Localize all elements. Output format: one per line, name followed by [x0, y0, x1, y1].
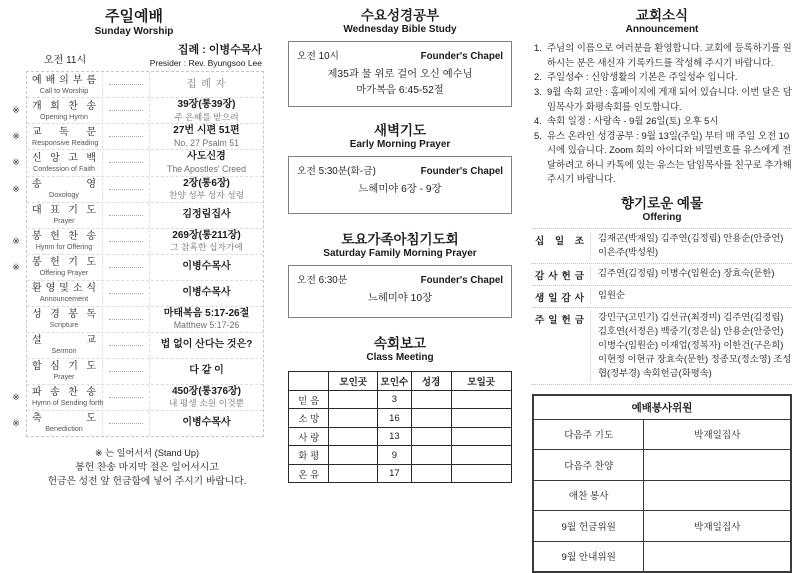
cell [411, 464, 451, 483]
cell [451, 446, 511, 465]
label-english: Call to Worship [39, 85, 89, 95]
item-number: 5. [534, 129, 542, 141]
offering-row-birthday [532, 286, 792, 308]
label-english: Doxology [49, 189, 79, 199]
offering-row-tithe [532, 229, 792, 264]
class-meeting-header-row [289, 372, 511, 391]
class-meeting-title-en: Class Meeting [366, 352, 434, 364]
cell [329, 464, 378, 483]
attendance-cell: 9 [378, 446, 411, 465]
cell [329, 427, 378, 446]
offering-names: 김주연(김정림) 이병수(임원순) 장효숙(문한) [590, 267, 792, 282]
label-korean: 송 영 [32, 178, 96, 190]
worship-row-opening-hymn [12, 98, 263, 124]
presider-english: Presider : Rev. Byungsoo Lee [149, 57, 262, 68]
cell [329, 446, 378, 465]
committee-person: 박재일집사 [644, 419, 791, 450]
announcement-section [524, 0, 800, 564]
bible-study-lesson: 제35과 물 위로 걸어 오신 예수님 [327, 69, 473, 81]
worship-item-label [27, 178, 103, 200]
label-korean: 성 경 봉 독 [32, 308, 96, 320]
worship-footnotes [26, 445, 268, 490]
item-number: 4. [534, 115, 542, 127]
label-english: Responsive Reading [32, 137, 99, 147]
value-main: 마태복음 5:17-26절 [163, 307, 250, 319]
cell [329, 390, 378, 409]
item-text: 주님의 이름으로 여러분을 환영합니다. 교회에 등록하기를 원하시는 분은 새신자 기록카드를 작성해 주시기 바랍니다. [547, 42, 792, 68]
worship-item-label [27, 100, 103, 122]
dotted-leader [109, 241, 143, 242]
bible-study-place: Founder's Chapel [420, 51, 503, 63]
worship-row-doxology [12, 177, 263, 203]
announcement-item [534, 70, 792, 85]
committee-row-usher-committee [533, 541, 791, 572]
item-text: 주일성수 : 신앙생활의 기본은 주일성수 입니다. [547, 71, 738, 83]
offering-type-label: 십 일 조 [535, 236, 584, 248]
standup-mark: ※ [12, 131, 20, 142]
cell [451, 427, 511, 446]
worship-item-value [149, 177, 263, 202]
value-main: 이병수목사 [182, 286, 231, 298]
cell [411, 409, 451, 428]
offering-names: 임원순 [590, 289, 792, 304]
label-english: Scripture [49, 319, 79, 329]
header-cell: 모인수 [378, 372, 411, 391]
committee-person [644, 450, 791, 481]
cell [451, 409, 511, 428]
class-name-cell: 화 평 [289, 446, 329, 465]
worship-item-value [149, 72, 263, 97]
committee-row-next-week-praise [533, 450, 791, 481]
label-korean: 신 앙 고 백 [32, 152, 96, 164]
label-english: Prayer [53, 372, 75, 382]
sunday-worship-title-kr: 주일예배 [105, 8, 163, 25]
worship-row-sending-hymn [12, 385, 263, 411]
header-cell: 성경 [411, 372, 451, 391]
class-name-cell: 사 랑 [289, 427, 329, 446]
announcement-item [534, 114, 792, 129]
value-main: 39장(통39장) [177, 99, 236, 111]
dotted-leader [109, 189, 143, 190]
sunday-worship-section [0, 0, 272, 488]
worship-row-responsive-reading [12, 124, 263, 150]
committee-row-love-feast [533, 480, 791, 511]
worship-row-offering-prayer [12, 255, 263, 281]
cell [411, 427, 451, 446]
dotted-leader [109, 345, 143, 346]
worship-header [44, 44, 262, 68]
class-row-love [289, 427, 511, 446]
offering-table [532, 228, 792, 385]
bible-study-box [288, 41, 512, 107]
worship-item-value [149, 359, 263, 384]
bible-study-title-kr: 수요성경공부 [360, 8, 440, 23]
label-english: Prayer [53, 215, 75, 225]
saturday-prayer-passage: 느헤미야 10장 [367, 292, 433, 304]
value-sub: The Apostles' Creed [167, 163, 246, 174]
announcement-title-en: Announcement [625, 24, 699, 36]
value-sub: 내 평생 소원 이것뿐 [168, 398, 245, 409]
label-korean: 봉 헌 찬 송 [32, 230, 96, 242]
saturday-prayer-head [297, 272, 503, 286]
label-korean: 합 심 기 도 [32, 361, 96, 373]
worship-row-call-to-worship [27, 72, 263, 98]
offering-row-thanksgiving [532, 264, 792, 286]
offering-names: 김재곤(박재일) 김주연(김정림) 안용순(안중언) 이은주(박성원) [590, 232, 792, 260]
sunday-worship-title-en: Sunday Worship [94, 26, 174, 37]
standup-mark: ※ [12, 235, 20, 246]
value-main: 사도신경 [187, 151, 226, 163]
saturday-prayer-title-kr: 토요가족아침기도회 [341, 231, 459, 247]
value-main: 269장(통211장) [172, 229, 241, 241]
offering-section [532, 196, 792, 385]
worship-row-sermon [27, 333, 263, 359]
value-main: 법 없이 산다는 것은? [160, 338, 253, 350]
announcement-list [534, 41, 792, 187]
worship-item-value [149, 333, 263, 358]
worship-item-value [149, 150, 263, 175]
label-korean: 파 송 찬 송 [32, 387, 96, 399]
committee-person: 박재일집사 [644, 511, 791, 542]
offering-names: 강민구(고민기) 김선규(최경미) 김주연(김정림) 김호연(서정은) 백중기(정은실) 안용순(안중언) 이병수(임원순) 이재업(정복자) 이한건(구은희) 이현정 이현규 장효숙(문한) 정종모(정소영) 조성협(정부경) 속회헌금(화평속) [590, 311, 792, 381]
label-english: Offering Prayer [39, 267, 89, 277]
dotted-leader [109, 162, 143, 163]
class-name-cell: 온 유 [289, 464, 329, 483]
value-sub: 그 참혹한 십자가에 [170, 242, 243, 253]
class-meeting-title-kr: 속회보고 [373, 336, 427, 352]
committee-role: 9월 헌금위원 [533, 511, 644, 542]
label-english: Benediction [45, 424, 83, 434]
committee-title: 예배봉사위원 [533, 395, 791, 420]
saturday-prayer-box [288, 265, 512, 318]
class-row-gentleness [289, 464, 511, 483]
dotted-leader [109, 423, 143, 424]
worship-item-value [149, 98, 263, 123]
announcement-item [534, 41, 792, 70]
presider [150, 44, 262, 68]
cell [411, 446, 451, 465]
offering-box-note: 헌금은 성전 앞 헌금함에 넣어 주시기 바랍니다. [47, 476, 247, 488]
cell [451, 464, 511, 483]
early-prayer-passage: 느헤미야 6장 - 9장 [358, 184, 442, 196]
committee-role: 다음주 찬양 [533, 450, 644, 481]
label-korean: 개 회 찬 송 [32, 100, 96, 112]
class-name-cell: 소 망 [289, 409, 329, 428]
standup-mark: ※ [12, 391, 20, 402]
saturday-prayer-time: 오전 6:30분 [297, 274, 348, 286]
label-korean: 교 독 문 [32, 126, 96, 138]
class-meeting-table [288, 371, 511, 483]
early-prayer-time: 오전 5:30분(화-금) [297, 166, 376, 178]
label-korean: 봉 헌 기 도 [32, 256, 96, 268]
early-prayer-title-kr: 새벽기도 [373, 122, 427, 138]
attendance-cell: 16 [378, 409, 411, 428]
value-sub: 찬양 성부 성자 성령 [168, 190, 245, 201]
presider-korean: 집례 : 이병수목사 [177, 44, 262, 56]
item-text: 9월 속회 교안 : 홈페이지에 게재 되어 있습니다. 이번 달은 담임목사가 화평속회를 인도합니다. [547, 85, 792, 112]
class-name-cell: 믿 음 [289, 390, 329, 409]
committee-role: 9월 안내위원 [533, 541, 644, 572]
offering-title-en: Offering [642, 212, 682, 224]
worship-row-hymn-for-offering [12, 229, 263, 255]
value-main: 이병수목사 [182, 416, 231, 428]
label-english: Hymn for Offering [35, 241, 93, 251]
worship-item-value [149, 385, 263, 410]
cell [411, 390, 451, 409]
early-prayer-place: Founder's Chapel [420, 166, 503, 178]
value-main: 이병수목사 [182, 260, 231, 272]
dotted-leader [109, 267, 143, 268]
class-row-faith [289, 390, 511, 409]
label-korean: 축 도 [32, 413, 96, 425]
announcement-item [534, 129, 792, 187]
label-korean: 예 배 의 부 름 [32, 74, 96, 86]
bible-study-title-en: Wednesday Bible Study [343, 24, 457, 36]
worship-item-label [27, 308, 103, 330]
item-number: 2. [534, 71, 542, 83]
committee-header-row [533, 395, 791, 420]
value-main: 집 례 자 [186, 78, 227, 90]
standup-mark: ※ [12, 157, 20, 168]
item-number: 1. [534, 42, 542, 54]
committee-row-next-week-prayer [533, 419, 791, 450]
header-cell: 모인곳 [329, 372, 378, 391]
worship-item-label [27, 334, 103, 356]
offering-title-kr: 향기로운 예물 [621, 195, 703, 211]
cell [451, 390, 511, 409]
bible-study-passage: 마가복음 6:45-52절 [356, 84, 444, 96]
worship-item-label [27, 74, 103, 96]
worship-row-benediction [12, 411, 263, 436]
worship-item-value [149, 124, 263, 149]
value-main: 27번 시편 51편 [173, 125, 240, 137]
standup-mark: ※ [12, 417, 20, 428]
dotted-leader [109, 215, 143, 216]
standup-note: ※ 는 일어서서 (Stand Up) [94, 447, 200, 458]
worship-item-label [27, 230, 103, 252]
dotted-leader [109, 293, 143, 294]
dotted-leader [109, 110, 143, 111]
saturday-prayer-title-en: Saturday Family Morning Prayer [323, 247, 477, 259]
worship-item-value [149, 411, 263, 436]
worship-item-label [27, 126, 103, 148]
value-sub: Matthew 5:17-26 [173, 320, 240, 331]
value-sub: 주 은혜를 받으려 [174, 111, 239, 122]
bible-study-head [297, 48, 503, 62]
worship-row-confession-of-faith [12, 150, 263, 176]
worship-item-label [27, 412, 103, 434]
worship-row-scripture [27, 307, 263, 333]
worship-item-label [27, 282, 103, 304]
value-main: 2장(통6장) [183, 177, 230, 189]
item-text: 속회 일정 : 사랑속 - 9월 26일(토) 오후 5시 [547, 115, 719, 127]
dotted-leader [109, 319, 143, 320]
label-korean: 환 영 및 소 식 [32, 282, 96, 294]
worship-item-label [27, 256, 103, 278]
dotted-leader [109, 84, 143, 85]
worship-item-value [149, 281, 263, 306]
worship-row-united-prayer [27, 359, 263, 385]
standup-mark: ※ [12, 261, 20, 272]
committee-person [644, 480, 791, 511]
committee-person [644, 541, 791, 572]
committee-row-offering-committee [533, 511, 791, 542]
header-cell: 모일곳 [451, 372, 511, 391]
class-row-hope [289, 409, 511, 428]
bible-study-time: 오전 10시 [297, 51, 340, 63]
item-number: 3. [534, 85, 542, 97]
worship-item-value [149, 229, 263, 254]
worship-item-label [27, 360, 103, 382]
offering-hymn-note: 봉헌 찬송 마지막 절은 일어서시고 [75, 461, 219, 473]
worship-row-announcement [27, 281, 263, 307]
standup-mark: ※ [12, 183, 20, 194]
label-english: Hymn of Sending forth [32, 398, 104, 408]
item-text: 유스 온라인 성경공부 : 9월 13일(주일) 부터 매 주일 오전 10시에 있습니다. Zoom 회의 아이디와 비밀번호를 유스에게 전달하려고 하니 카톡에 있는 유스는 담임목사를 친구로 추가해 주시기 바랍니다. [547, 129, 792, 185]
midweek-section [272, 0, 524, 485]
offering-type-label: 생 일 감 사 [535, 293, 584, 305]
worship-item-label [27, 386, 103, 408]
attendance-cell: 17 [378, 464, 411, 483]
worship-order-table [12, 71, 264, 436]
value-sub: No. 27 Psalm 51 [173, 137, 240, 148]
header-cell [289, 372, 329, 391]
announcement-item [534, 85, 792, 114]
worship-item-value [149, 255, 263, 280]
offering-type-label: 감 사 헌 금 [535, 271, 584, 283]
service-committee-table [532, 394, 792, 573]
committee-role: 다음주 기도 [533, 419, 644, 450]
standup-mark: ※ [12, 105, 20, 116]
worship-item-label [27, 204, 103, 226]
early-prayer-head [297, 163, 503, 177]
dotted-leader [109, 397, 143, 398]
label-korean: 설 교 [32, 335, 96, 347]
worship-item-value [149, 307, 263, 332]
label-english: Sermon [51, 346, 77, 356]
offering-type-label: 주 일 헌 금 [535, 315, 584, 327]
early-prayer-title-en: Early Morning Prayer [349, 139, 451, 151]
label-english: Confession of Faith [33, 163, 95, 173]
dotted-leader [109, 136, 143, 137]
committee-role: 애찬 봉사 [533, 480, 644, 511]
value-main: 450장(통376장) [171, 385, 241, 397]
worship-item-value [149, 203, 263, 228]
class-row-peace [289, 446, 511, 465]
attendance-cell: 13 [378, 427, 411, 446]
cell [329, 409, 378, 428]
saturday-prayer-place: Founder's Chapel [420, 274, 503, 286]
announcement-title-kr: 교회소식 [635, 8, 689, 23]
value-main: 다 같 이 [189, 364, 224, 376]
label-english: Announcement [39, 293, 89, 303]
worship-time: 오전 11시 [44, 55, 87, 67]
offering-row-sunday [532, 308, 792, 385]
value-main: 김정림집사 [182, 208, 231, 220]
label-english: Opening Hymn [40, 111, 88, 121]
attendance-cell: 3 [378, 390, 411, 409]
worship-row-prayer [27, 203, 263, 229]
early-prayer-box [288, 156, 512, 213]
label-korean: 대 표 기 도 [32, 204, 96, 216]
worship-item-label [27, 152, 103, 174]
dotted-leader [109, 371, 143, 372]
